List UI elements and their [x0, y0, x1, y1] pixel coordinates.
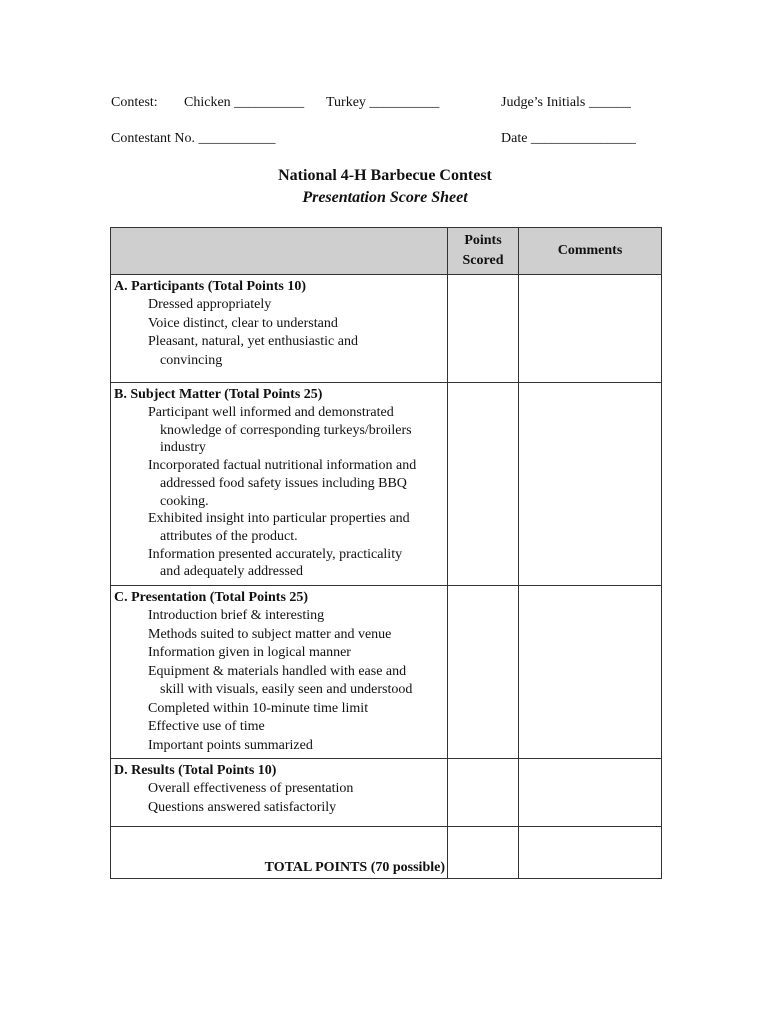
criterion-item-cont: attributes of the product. — [160, 528, 298, 544]
total-points-cell[interactable] — [448, 827, 519, 879]
total-comments-cell[interactable] — [519, 827, 662, 879]
section-row-results — [111, 759, 662, 827]
criterion-item: Pleasant, natural, yet enthusiastic and — [148, 334, 358, 349]
section-heading: C. Presentation (Total Points 25) — [114, 590, 309, 605]
comments-cell[interactable] — [519, 275, 662, 383]
criterion-item-cont: industry — [160, 440, 206, 456]
section-heading: B. Subject Matter (Total Points 25) — [114, 387, 323, 402]
criterion-item: Incorporated factual nutritional information and — [148, 458, 417, 474]
criteria-column-header — [111, 228, 448, 275]
section-heading: D. Results (Total Points 10) — [114, 763, 277, 778]
date-field[interactable]: Date _______________ — [501, 131, 636, 146]
criterion-item: Important points summarized — [148, 737, 313, 753]
page-title: National 4-H Barbecue Contest — [278, 167, 492, 184]
criterion-item-cont: cooking. — [160, 493, 209, 509]
criterion-item: Overall effectiveness of presentation — [148, 781, 354, 796]
table-header-row — [111, 228, 662, 275]
turkey-field[interactable]: Turkey __________ — [326, 95, 440, 110]
section-row-participants — [111, 275, 662, 383]
criterion-item: Questions answered satisfactorily — [148, 799, 337, 815]
criterion-item-cont: skill with visuals, easily seen and understood — [160, 682, 413, 697]
points-scored-cell[interactable] — [448, 275, 519, 383]
criterion-item: Introduction brief & interesting — [148, 608, 325, 623]
judge-initials-field[interactable]: Judge’s Initials ______ — [501, 95, 631, 110]
criterion-item: Participant well informed and demonstrated — [148, 405, 394, 420]
criterion-item-cont: and adequately addressed — [160, 564, 304, 580]
chicken-field[interactable]: Chicken __________ — [184, 95, 305, 110]
criterion-item: Exhibited insight into particular properties and — [148, 511, 410, 527]
criterion-item-cont: knowledge of corresponding turkeys/broilers — [160, 422, 412, 438]
section-row-subject-matter — [111, 383, 662, 586]
contestant-number-field[interactable]: Contestant No. ___________ — [111, 131, 276, 146]
criterion-item-cont: convincing — [160, 352, 223, 368]
section-criteria-cell — [111, 383, 448, 586]
criterion-item: Information presented accurately, practicality — [148, 546, 403, 562]
criterion-item: Effective use of time — [148, 719, 265, 734]
page-subtitle: Presentation Score Sheet — [302, 189, 468, 206]
criterion-item: Completed within 10-minute time limit — [148, 700, 369, 716]
section-row-presentation — [111, 586, 662, 759]
criterion-item: Voice distinct, clear to understand — [148, 315, 338, 331]
criterion-item: Methods suited to subject matter and venue — [148, 626, 392, 642]
comments-cell[interactable] — [519, 586, 662, 759]
comments-cell[interactable] — [519, 759, 662, 827]
points-header-line2: Scored — [462, 253, 504, 268]
section-criteria-cell — [111, 275, 448, 383]
section-criteria-cell — [111, 586, 448, 759]
points-scored-cell[interactable] — [448, 759, 519, 827]
criterion-item-cont: addressed food safety issues including BBQ — [160, 475, 407, 491]
section-heading: A. Participants (Total Points 10) — [114, 279, 306, 294]
points-scored-cell[interactable] — [448, 586, 519, 759]
contest-label: Contest: — [111, 95, 158, 110]
total-row — [111, 827, 662, 879]
criterion-item: Equipment & materials handled with ease and — [148, 663, 407, 679]
points-scored-column-header — [448, 228, 519, 275]
points-scored-cell[interactable] — [448, 383, 519, 586]
criterion-item: Information given in logical manner — [148, 645, 351, 660]
comments-cell[interactable] — [519, 383, 662, 586]
score-table — [110, 227, 662, 879]
section-criteria-cell — [111, 759, 448, 827]
points-header-line1: Points — [464, 233, 502, 248]
total-points-label: TOTAL POINTS (70 possible) — [111, 827, 448, 879]
comments-column-header: Comments — [519, 228, 662, 275]
criterion-item: Dressed appropriately — [148, 297, 272, 312]
